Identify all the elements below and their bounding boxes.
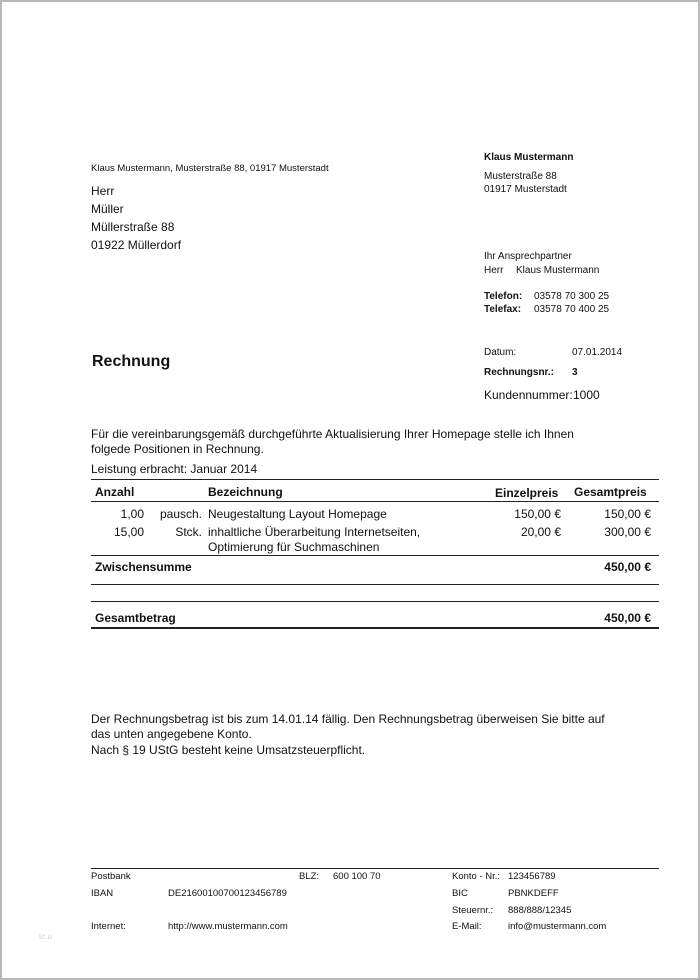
grand-total-label: Gesamtbetrag (95, 611, 176, 625)
header-qty: Anzahl (95, 485, 135, 499)
sender-return-line: Klaus Mustermann, Musterstraße 88, 01917 Musterstadt (91, 163, 329, 174)
sender-name: Klaus Mustermann (484, 152, 574, 163)
fax-label: Telefax: (484, 304, 522, 315)
sender-street: Musterstraße 88 (484, 171, 557, 182)
subtotal-rule (91, 584, 659, 585)
header-description: Bezeichnung (208, 485, 283, 499)
table-top-rule (91, 479, 659, 480)
contact-title: Ihr Ansprechpartner (484, 251, 572, 262)
intro-text-line2: folgede Positionen in Rechnung. (91, 442, 264, 456)
phone-label: Telefon: (484, 291, 523, 302)
footer-tax: 888/888/12345 (508, 905, 572, 916)
header-total: Gesamtpreis (574, 485, 647, 499)
invoice-page (2, 2, 698, 978)
footer-bic-label: BIC (452, 888, 468, 899)
watermark: tc.u (39, 932, 52, 941)
row-unit: Stck. (175, 525, 202, 539)
footer-email-label: E-Mail: (452, 921, 482, 932)
footer-bic: PBNKDEFF (508, 888, 559, 899)
recipient-city: 01922 Müllerdorf (91, 238, 182, 252)
customer-number-value: 1000 (573, 388, 600, 402)
rows-bottom-rule (91, 555, 659, 556)
footer-bank: Postbank (91, 871, 131, 882)
phone-value: 03578 70 300 25 (534, 291, 610, 302)
intro-text-line1: Für die vereinbarungsgemäß durchgeführte Aktualisierung Ihrer Homepage stelle ich Ihnen (91, 427, 574, 441)
footer-internet: http://www.mustermann.com (168, 921, 288, 932)
contact-name: Klaus Mustermann (516, 265, 600, 276)
invoice-number-value: 3 (572, 367, 578, 378)
total-top-rule (91, 601, 659, 602)
sender-city: 01917 Musterstadt (484, 184, 567, 195)
grand-total-value: 450,00 € (604, 611, 651, 625)
payment-terms-line1: Der Rechnungsbetrag ist bis zum 14.01.14 fällig. Den Rechnungsbetrag überweisen Sie bitte auf (91, 712, 605, 726)
row-description-continued: Optimierung für Suchmaschinen (208, 540, 380, 554)
total-bottom-rule (91, 627, 659, 629)
footer-tax-label: Steuernr.: (452, 905, 494, 916)
date-value: 07.01.2014 (572, 347, 623, 358)
date-label: Datum: (484, 347, 517, 358)
payment-terms-line2: das unten angegebene Konto. (91, 727, 252, 741)
customer-number-label: Kundennummer: (484, 388, 573, 402)
footer-iban-label: IBAN (91, 888, 114, 899)
row-total: 150,00 € (604, 507, 651, 521)
subtotal-value: 450,00 € (604, 560, 651, 574)
row-description: Neugestaltung Layout Homepage (208, 507, 387, 521)
tax-note: Nach § 19 UStG besteht keine Umsatzsteuerpflicht. (91, 743, 366, 757)
footer-blz-label: BLZ: (299, 871, 320, 882)
contact-salutation: Herr (484, 265, 504, 276)
service-period: Leistung erbracht: Januar 2014 (91, 462, 258, 476)
header-unit-price: Einzelpreis (495, 486, 559, 500)
row-total: 300,00 € (604, 525, 651, 539)
row-qty: 15,00 (113, 525, 144, 539)
footer-internet-label: Internet: (91, 921, 126, 932)
footer-email: info@mustermann.com (508, 921, 607, 932)
recipient-address (91, 182, 181, 254)
invoice-number-label: Rechnungsnr.: (484, 367, 555, 378)
fax-value: 03578 70 400 25 (534, 304, 610, 315)
row-qty: 1,00 (120, 507, 144, 521)
recipient-street: Müllerstraße 88 (91, 220, 175, 234)
footer-account-label: Konto - Nr.: (452, 871, 501, 882)
footer-blz: 600 100 70 (333, 871, 381, 882)
footer-iban: DE21600100700123456789 (168, 888, 287, 899)
table-header-rule (91, 501, 659, 502)
recipient-name: Müller (91, 202, 124, 216)
footer-rule (91, 868, 659, 869)
document-title: Rechnung (92, 353, 171, 370)
row-description: inhaltliche Überarbeitung Internetseiten, (208, 525, 421, 539)
row-unit: pausch. (159, 507, 202, 521)
row-unit-price: 20,00 € (520, 525, 561, 539)
footer-account: 123456789 (508, 871, 556, 882)
row-unit-price: 150,00 € (514, 507, 561, 521)
subtotal-label: Zwischensumme (95, 560, 192, 574)
recipient-salutation: Herr (91, 184, 115, 198)
